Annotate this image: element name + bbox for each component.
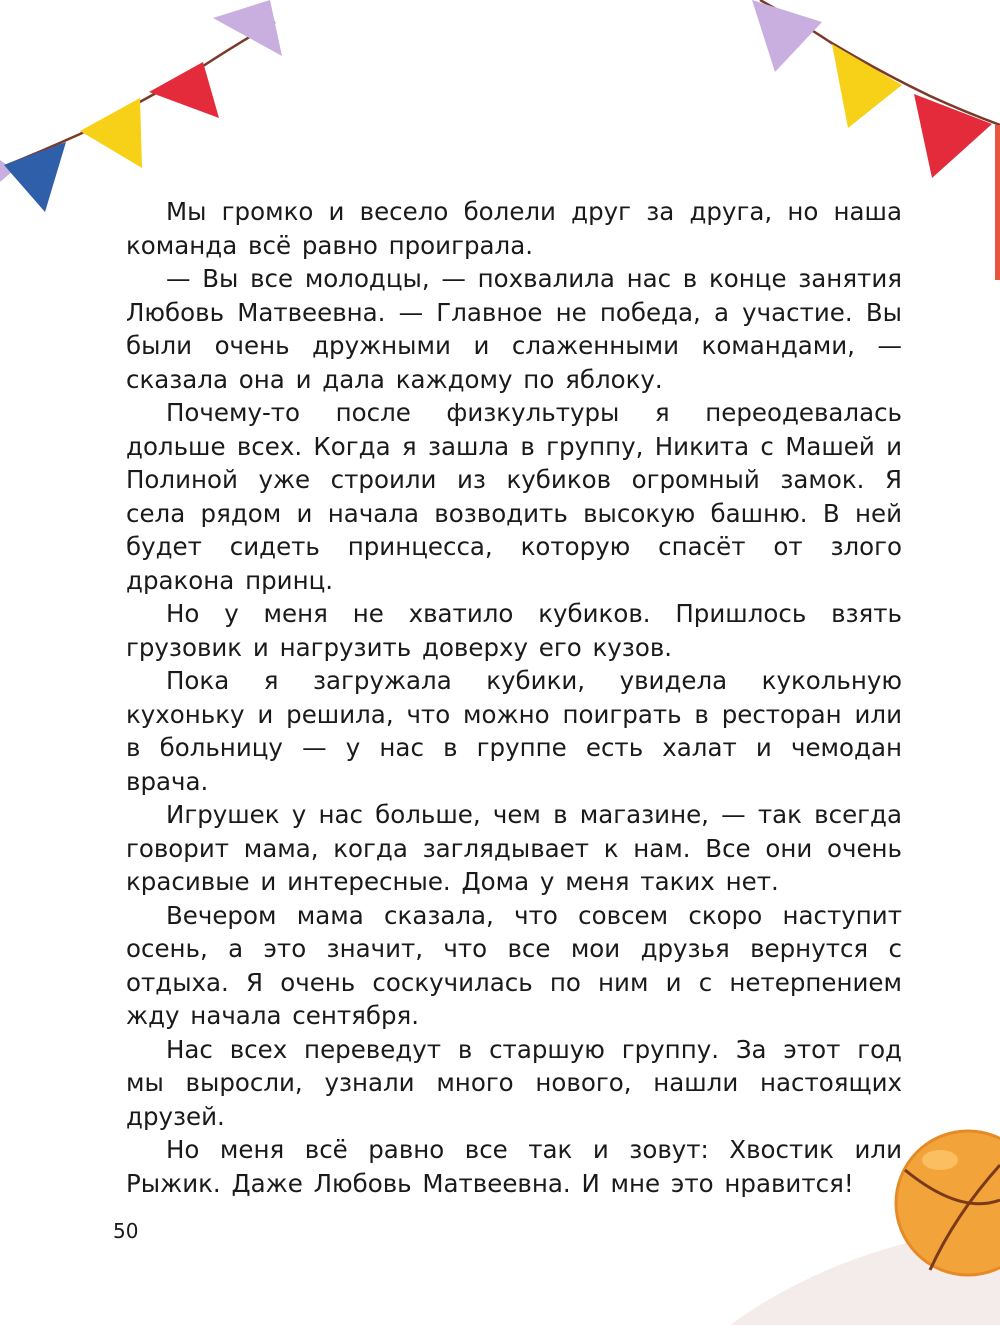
paragraph: Вечером мама сказала, что совсем скоро наступит осень, а это значит, что все мои друзья вернутся с отдыха. Я очень соскучилась по ним и с нетерпением жду начала сентября. [126, 900, 902, 1030]
paragraph: — Вы все молодцы, — похвалила нас в конце занятия Любовь Матвеевна. — Главное не победа, а участие. Вы были очень дружными и слаженными командами, — сказала она и дала каждому по яблоку. [126, 264, 902, 394]
paragraph: Пока я загружала кубики, увидела кукольную кухоньку и решила, что можно поиграть в ресторан или в больницу — у нас в группе есть халат и чемодан врача. [126, 666, 902, 796]
story-text [126, 195, 902, 1200]
page-number: 50 [113, 1219, 139, 1243]
flag-purple-right [752, 0, 822, 72]
flag-red [149, 62, 219, 118]
paragraph: Игрушек у нас больше, чем в магазине, — так всегда говорит мама, когда заглядывает к нам. Все они очень красивые и интересные. Дома у меня таких нет. [126, 800, 902, 896]
flag-yellow-right [832, 44, 902, 128]
bunting-left [0, 0, 282, 212]
paragraph: Но у меня не хватило кубиков. Пришлось взять грузовик и нагрузить доверху его кузов. [126, 599, 902, 662]
flag-purple [213, 0, 282, 56]
paragraph: Почему-то после физкультуры я переодевалась дольше всех. Когда я зашла в группу, Никита с Машей и Полиной уже строили из кубиков огромный замок. Я села рядом и начала возводить высокую башню. В ней будет сидеть принцесса, которую спасёт от злого дракона принц. [126, 398, 902, 595]
flag-yellow [80, 98, 142, 168]
paragraph: Но меня всё равно все так и зовут: Хвостик или Рыжик. Даже Любовь Матвеевна. И мне это нравится! [126, 1135, 902, 1198]
page-edge-strip [995, 125, 1000, 280]
paragraph: Нас всех переведут в старшую группу. За этот год мы выросли, узнали много нового, нашли настоящих друзей. [126, 1034, 902, 1131]
paragraph: Мы громко и весело болели друг за друга, но наша команда всё равно проиграла. [126, 197, 902, 260]
